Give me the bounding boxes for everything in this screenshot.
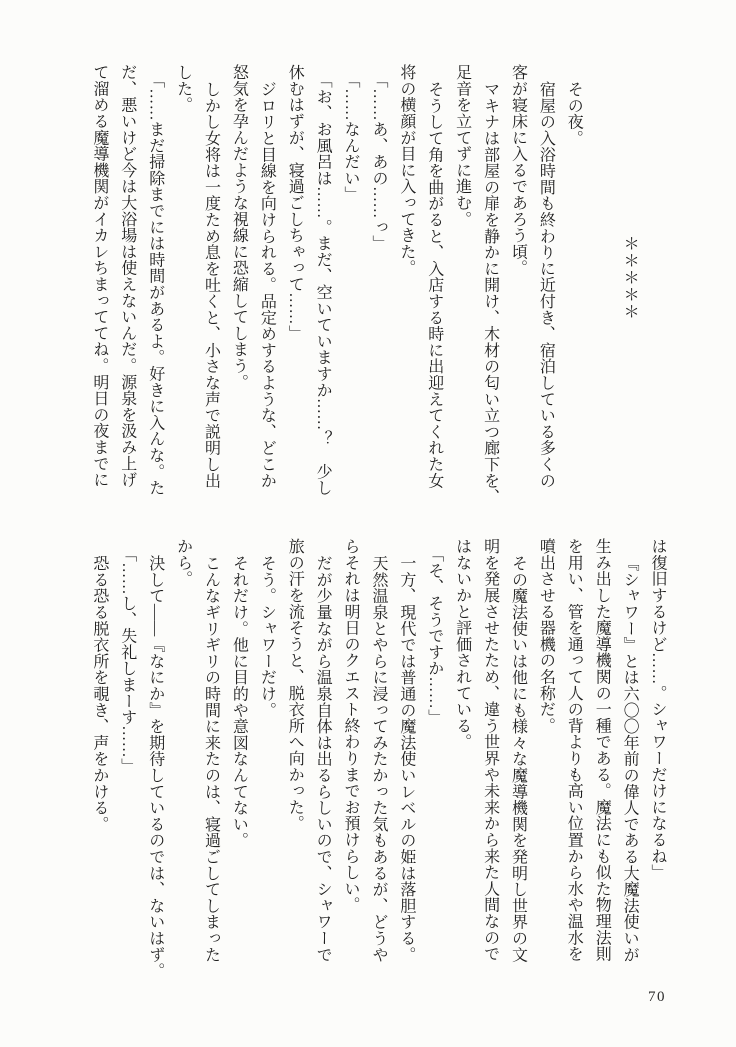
text-line: だが少量ながら温泉自体は出るらしいので、シャワーで [314, 554, 332, 962]
text-line: 決して――『なにか』を期待しているのでは、ないはず。 [146, 554, 164, 979]
text-line: らそれは明日のクエスト終わりまでお預けらしい。 [342, 538, 360, 913]
text-line: 天然温泉とやらに浸ってみたかった気もあるが、どうや [369, 554, 387, 962]
text-line: マキナは部屋の扉を静かに開け、木材の匂い立つ廊下を、 [481, 80, 499, 505]
text-line: だ、悪いけど今は大浴場は使えないんだ。源泉を汲み上げ [118, 64, 136, 488]
text-line [587, 64, 615, 490]
text-line: 「……まだ掃除までには時間があるよ。好きに入んな。た [146, 72, 164, 496]
text-line: 噴出させる器機の名称だ。 [537, 538, 555, 734]
text-line: 「お、お風呂は……。まだ、空いていますか……？ 少し [314, 72, 332, 496]
text-line: その魔法使いは他にも様々な魔導機関を発明し世界の文 [509, 554, 527, 962]
text-line: その夜。 [565, 80, 583, 146]
text-line: は復旧するけど……。シャワーだけになるね」 [649, 538, 666, 881]
text-line: 客が寝床に入るであろう頃。 [509, 64, 527, 276]
text-line: それだけ。他に目的や意図なんてない。 [230, 554, 248, 848]
text-line: そうして角を曲がると、入店する時に出迎えてくれた女 [425, 80, 443, 488]
text-line: 明を発展させたため、違う世界や未来から来た人間なので [481, 538, 499, 962]
section-divider: ＊＊＊＊＊ [621, 234, 639, 320]
text-line: 恐る恐る脱衣所を覗き、声をかける。 [90, 554, 108, 832]
lower-text-block [85, 538, 671, 979]
text-line: て溜める魔導機関がイカレちまっててね。明日の夜までに [90, 64, 108, 488]
text-line: 将の横顔が目に入ってきた。 [397, 64, 415, 276]
text-line: 「そ、そうですか……」 [425, 546, 443, 726]
text-line: 生み出した魔導機関の一種である。魔法にも似た物理法則 [593, 538, 611, 962]
text-line: 「……し、失礼しまーす……」 [118, 546, 136, 775]
text-line: 宿屋の入浴時間も終わりに近付き、宿泊している多くの [537, 80, 555, 488]
text-line: した。 [174, 64, 192, 113]
text-line: を用い、管を通って人の背よりも高い位置から水や温水を [565, 538, 583, 962]
text-line: 休むはずが、寝過ごしちゃって……」 [286, 64, 304, 342]
text-line: こんなギリギリの時間に来たのは、寝過ごしてしまった [202, 554, 220, 962]
text-line: から。 [174, 538, 192, 587]
text-line: ジロリと目線を向けられる。品定めするような、どこか [258, 80, 276, 488]
text-line: しかし女将は一度ため息を吐くと、小さな声で説明し出 [202, 80, 220, 488]
text-line: 一方、現代では普通の魔法使いレベルの姫は落胆する。 [397, 554, 415, 962]
upper-text-block [85, 64, 671, 505]
text-line: そう。シャワーだけ。 [258, 554, 276, 718]
text-line: 「……あ、あの……っ」 [369, 72, 387, 252]
text-line: 怒気を孕んだような視線に恐縮してしまう。 [230, 64, 248, 390]
text-line [643, 64, 671, 490]
text-line: 足音を立てずに進む。 [453, 64, 471, 227]
text-line: はないかと評価されている。 [453, 538, 471, 750]
text-line: 「……なんだい」 [342, 72, 360, 203]
text-line: 旅の汗を流そうと、脱衣所へ向かった。 [286, 538, 304, 832]
text-line: 『シャワー』とは六〇〇年前の偉人である大魔法使いが [621, 554, 639, 962]
page-number: 70 [648, 989, 666, 1005]
